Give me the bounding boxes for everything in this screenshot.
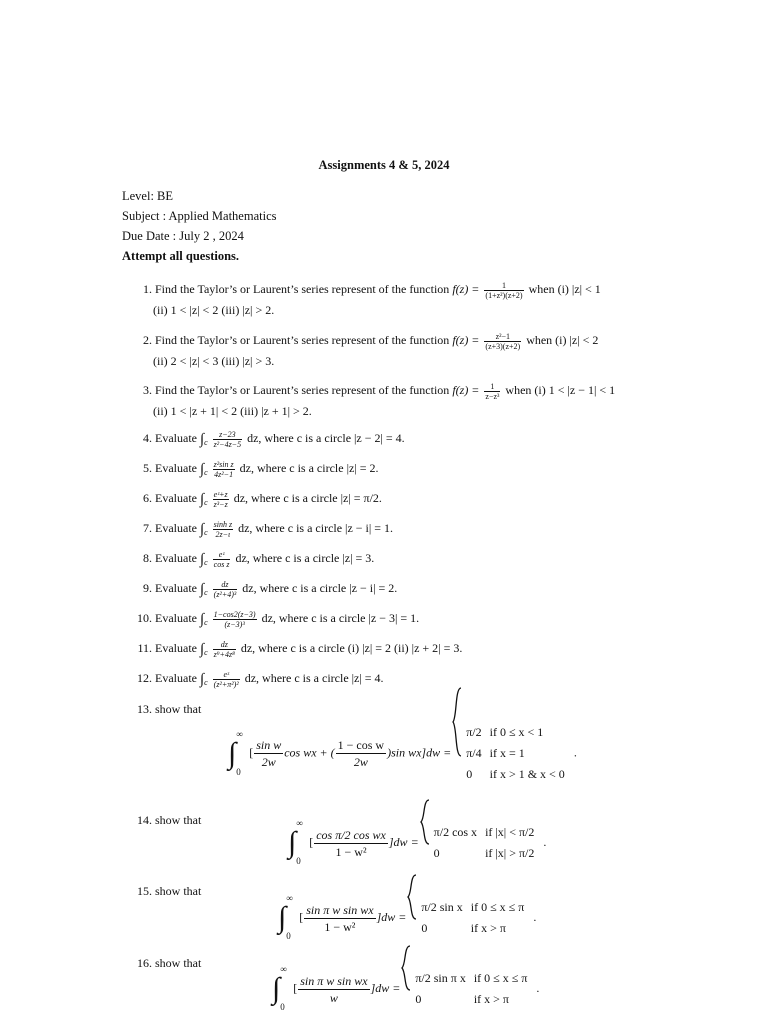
integral-limits xyxy=(280,964,290,1014)
case-value: π/2 sin x xyxy=(421,900,463,914)
piecewise-cases xyxy=(422,822,541,864)
denominator: z−z³ xyxy=(485,391,500,401)
case-value: π/4 xyxy=(466,746,482,760)
question-number: 13. xyxy=(137,702,152,716)
numerator: dz xyxy=(213,580,238,590)
case-value: 0 xyxy=(466,767,473,781)
lower-limit: 0 xyxy=(296,856,301,866)
numerator: 1 xyxy=(484,281,523,291)
case-value: π/2 cos x xyxy=(433,825,478,839)
question-verb: Evaluate xyxy=(155,551,197,565)
numerator: sin π w sin wx xyxy=(306,902,374,917)
case-condition: if |x| > π/2 xyxy=(485,846,535,860)
question-text: Find the Taylor’s or Laurent’s series represent of the function xyxy=(155,383,450,397)
question-condition: dz, where c is a circle |z| = 2. xyxy=(239,461,379,475)
numerator: 1−cos2(z−3) xyxy=(213,609,256,619)
question-15-equation xyxy=(278,893,536,943)
question-verb: Evaluate xyxy=(155,671,197,685)
subject-line: Subject : Applied Mathematics xyxy=(122,209,277,223)
upper-limit: ∞ xyxy=(286,893,293,903)
question-verb: Evaluate xyxy=(155,521,197,535)
question-7 xyxy=(122,518,696,543)
case-value: π/2 xyxy=(466,725,482,739)
integral-limits xyxy=(236,729,246,779)
question-verb: Evaluate xyxy=(155,431,197,445)
case-condition: if x > π xyxy=(470,921,506,935)
function-fraction xyxy=(484,382,500,401)
question-continuation: (ii) 1 < |z| < 2 (iii) |z| > 2. xyxy=(153,302,275,317)
denominator: 1 − w² xyxy=(335,844,367,859)
question-3 xyxy=(122,380,696,421)
question-6 xyxy=(122,488,696,513)
denominator: z⁹+4z⁸ xyxy=(213,649,235,659)
question-number: 9. xyxy=(143,581,152,595)
numerator: z−23 xyxy=(213,430,242,440)
lower-limit: 0 xyxy=(286,931,291,941)
question-condition: dz, where c is a circle |z − 3| = 1. xyxy=(261,611,420,625)
case-condition: if x > π xyxy=(473,992,509,1006)
integrand-fraction xyxy=(213,640,236,659)
case-row xyxy=(464,722,571,743)
denominator: (z²+4)³ xyxy=(213,589,237,599)
question-condition: dz, where c is a circle |z − i| = 2. xyxy=(242,581,398,595)
question-8 xyxy=(122,548,696,573)
integrand-fraction xyxy=(213,430,242,449)
cases-table xyxy=(432,822,541,864)
numerator: sin w xyxy=(256,738,282,752)
question-condition: dz, where c is a circle (i) |z| = 2 (ii) |z + 2| = 3. xyxy=(240,641,463,655)
question-1 xyxy=(122,279,696,320)
question-text: Find the Taylor’s or Laurent’s series represent of the function xyxy=(155,282,450,296)
question-text: Find the Taylor’s or Laurent’s series represent of the function xyxy=(155,333,450,347)
numerator: eᶻ xyxy=(213,670,240,680)
integrand-fraction xyxy=(213,580,238,599)
contour-integral-sign: ∫ xyxy=(199,491,205,508)
case-condition: if x > 1 & x < 0 xyxy=(489,767,565,781)
fraction xyxy=(304,902,375,935)
integral-sign: ∫ xyxy=(288,826,297,859)
question-5 xyxy=(122,458,696,483)
due-date-line: Due Date : July 2 , 2024 xyxy=(122,229,244,243)
contour-integral-sign: ∫ xyxy=(199,521,205,538)
tail-term: )sin wx]dw = xyxy=(387,745,452,760)
contour-integral-sign: ∫ xyxy=(199,581,205,598)
question-verb: Evaluate xyxy=(155,641,197,655)
middle-term: cos wx + ( xyxy=(284,745,335,760)
contour-integral-sign: ∫ xyxy=(199,611,205,628)
integral-limits xyxy=(286,893,296,943)
question-number: 11. xyxy=(137,641,152,655)
question-13 xyxy=(122,699,696,719)
cases-table xyxy=(464,722,571,785)
question-condition: when (i) 1 < |z − 1| < 1 xyxy=(505,383,616,397)
denominator: cos z xyxy=(213,559,230,569)
question-11 xyxy=(122,638,696,663)
instruction-line: Attempt all questions. xyxy=(122,249,240,263)
case-condition: if 0 ≤ x ≤ π xyxy=(473,971,528,985)
numerator: z²−1 xyxy=(484,332,521,342)
integral-sign: ∫ xyxy=(278,901,287,934)
integral-limits xyxy=(296,818,306,868)
question-text: show that xyxy=(155,956,202,970)
fraction xyxy=(298,973,369,1006)
denominator: 2z−ι xyxy=(215,529,231,539)
denominator: (1+z²)(z+2) xyxy=(485,290,523,300)
denominator: (z²+π²)² xyxy=(213,679,239,689)
question-continuation: (ii) 2 < |z| < 3 (iii) |z| > 3. xyxy=(153,353,275,368)
integrand-fraction xyxy=(213,610,257,629)
left-brace-icon xyxy=(401,945,411,991)
question-number: 8. xyxy=(143,551,152,565)
fraction-a xyxy=(254,737,283,770)
tail-term: ]dw = xyxy=(376,909,407,924)
numerator: 1 − cos w xyxy=(337,738,385,752)
case-row xyxy=(464,764,571,785)
contour-subscript: c xyxy=(204,648,208,657)
case-condition: if |x| < π/2 xyxy=(485,825,535,839)
fraction-b xyxy=(336,737,386,770)
function-fraction xyxy=(484,281,523,300)
numerator: 1 xyxy=(484,382,500,392)
contour-subscript: c xyxy=(204,528,208,537)
question-13-equation xyxy=(228,722,577,785)
case-row xyxy=(413,968,533,989)
page-title: Assignments 4 & 5, 2024 xyxy=(318,158,450,172)
case-condition: if 0 ≤ x < 1 xyxy=(489,725,544,739)
case-condition: if 0 ≤ x ≤ π xyxy=(470,900,525,914)
integral-sign: ∫ xyxy=(228,736,237,770)
question-number: 7. xyxy=(143,521,152,535)
question-number: 1. xyxy=(143,282,152,296)
integrand-fraction xyxy=(213,490,229,509)
cases-table xyxy=(413,968,533,1010)
denominator: 2w xyxy=(261,755,276,769)
question-number: 12. xyxy=(137,671,152,685)
case-value: π/2 sin π x xyxy=(415,971,466,985)
left-brace-icon xyxy=(420,799,430,845)
case-row xyxy=(464,743,571,764)
numerator: sin π w sin wx xyxy=(300,973,368,988)
question-number: 16. xyxy=(137,956,152,970)
contour-integral-sign: ∫ xyxy=(199,431,205,448)
function-fraction xyxy=(484,332,521,351)
tail-term: ]dw = xyxy=(370,980,401,995)
numerator: eᶻ xyxy=(213,550,231,560)
question-number: 3. xyxy=(143,383,152,397)
trailing-period: . xyxy=(543,834,547,849)
upper-limit: ∞ xyxy=(236,728,243,739)
case-value: 0 xyxy=(433,846,440,860)
question-number: 10. xyxy=(137,611,152,625)
trailing-period: . xyxy=(536,980,540,995)
case-value: 0 xyxy=(415,992,422,1006)
question-16-equation xyxy=(272,964,539,1014)
contour-integral-sign: ∫ xyxy=(199,461,205,478)
case-row xyxy=(432,843,541,864)
contour-subscript: c xyxy=(204,588,208,597)
question-text: show that xyxy=(155,813,202,827)
question-number: 6. xyxy=(143,491,152,505)
contour-subscript: c xyxy=(204,468,208,477)
numerator: eᶻ+z xyxy=(213,489,228,499)
question-condition: dz, where c is a circle |z| = 4. xyxy=(244,671,384,685)
trailing-period: . xyxy=(573,745,577,760)
case-row xyxy=(432,822,541,843)
piecewise-cases xyxy=(403,968,533,1010)
question-verb: Evaluate xyxy=(155,611,197,625)
question-number: 14. xyxy=(137,813,152,827)
question-2 xyxy=(122,330,696,371)
question-number: 5. xyxy=(143,461,152,475)
question-condition: dz, where c is a circle |z − 2| = 4. xyxy=(247,431,405,445)
question-condition: dz, where c is a circle |z − i| = 1. xyxy=(238,521,394,535)
trailing-period: . xyxy=(533,909,537,924)
case-condition: if x = 1 xyxy=(489,746,525,760)
bracket-open: [ xyxy=(293,980,298,995)
cases-table xyxy=(419,897,530,939)
denominator: (z−3)³ xyxy=(224,619,245,629)
contour-subscript: c xyxy=(204,438,208,447)
question-condition: when (i) |z| < 2 xyxy=(526,333,599,347)
upper-limit: ∞ xyxy=(296,818,303,828)
question-14-equation xyxy=(288,818,546,868)
piecewise-cases xyxy=(454,722,571,785)
numerator: sinh z xyxy=(213,519,233,529)
question-number: 4. xyxy=(143,431,152,445)
denominator: z²−4z−5 xyxy=(213,439,242,449)
integrand-fraction xyxy=(213,520,233,539)
denominator: 2w xyxy=(353,755,368,769)
bracket-open: [ xyxy=(299,909,304,924)
question-number: 2. xyxy=(143,333,152,347)
contour-integral-sign: ∫ xyxy=(199,551,205,568)
question-12 xyxy=(122,668,696,693)
question-condition: dz, where c is a circle |z| = π/2. xyxy=(233,491,382,505)
function-label: f(z) = xyxy=(452,333,480,347)
denominator: 1 − w² xyxy=(324,919,356,934)
bracket-open: [ xyxy=(309,834,314,849)
contour-subscript: c xyxy=(204,618,208,627)
question-verb: Evaluate xyxy=(155,491,197,505)
contour-subscript: c xyxy=(204,678,208,687)
contour-subscript: c xyxy=(204,558,208,567)
denominator: 4z²−1 xyxy=(214,469,234,479)
numerator: z²sin z xyxy=(213,459,234,469)
case-row xyxy=(413,989,533,1010)
integral-sign: ∫ xyxy=(272,972,281,1005)
lower-limit: 0 xyxy=(280,1002,285,1012)
question-verb: Evaluate xyxy=(155,581,197,595)
contour-subscript: c xyxy=(204,498,208,507)
question-condition: when (i) |z| < 1 xyxy=(528,282,601,296)
case-value: 0 xyxy=(421,921,428,935)
question-condition: dz, where c is a circle |z| = 3. xyxy=(235,551,375,565)
integrand-fraction xyxy=(213,550,231,569)
integrand-fraction xyxy=(213,460,235,479)
question-verb: Evaluate xyxy=(155,461,197,475)
integrand-fraction xyxy=(213,670,240,689)
question-4 xyxy=(122,428,696,453)
numerator: dz xyxy=(213,640,236,650)
question-text: show that xyxy=(155,702,202,716)
question-9 xyxy=(122,578,696,603)
question-10 xyxy=(122,608,696,633)
tail-term: ]dw = xyxy=(388,834,419,849)
level-line: Level: BE xyxy=(122,189,174,203)
piecewise-cases xyxy=(409,897,530,939)
bracket-open: [ xyxy=(249,745,254,760)
function-label: f(z) = xyxy=(452,282,480,296)
function-label: f(z) = xyxy=(452,383,480,397)
contour-integral-sign: ∫ xyxy=(199,671,205,688)
question-text: show that xyxy=(155,884,202,898)
numerator: cos π/2 cos wx xyxy=(316,827,386,842)
question-continuation: (ii) 1 < |z + 1| < 2 (iii) |z + 1| > 2. xyxy=(153,403,312,418)
case-row xyxy=(419,918,530,939)
question-number: 15. xyxy=(137,884,152,898)
denominator: w xyxy=(329,990,338,1005)
contour-integral-sign: ∫ xyxy=(199,641,205,658)
fraction xyxy=(314,827,388,860)
lower-limit: 0 xyxy=(236,766,241,777)
case-row xyxy=(419,897,530,918)
left-brace-icon xyxy=(407,874,417,920)
denominator: (z+3)(z+2) xyxy=(485,341,521,351)
left-brace-icon xyxy=(452,687,462,757)
upper-limit: ∞ xyxy=(280,964,287,974)
denominator: z³−z xyxy=(213,499,228,509)
